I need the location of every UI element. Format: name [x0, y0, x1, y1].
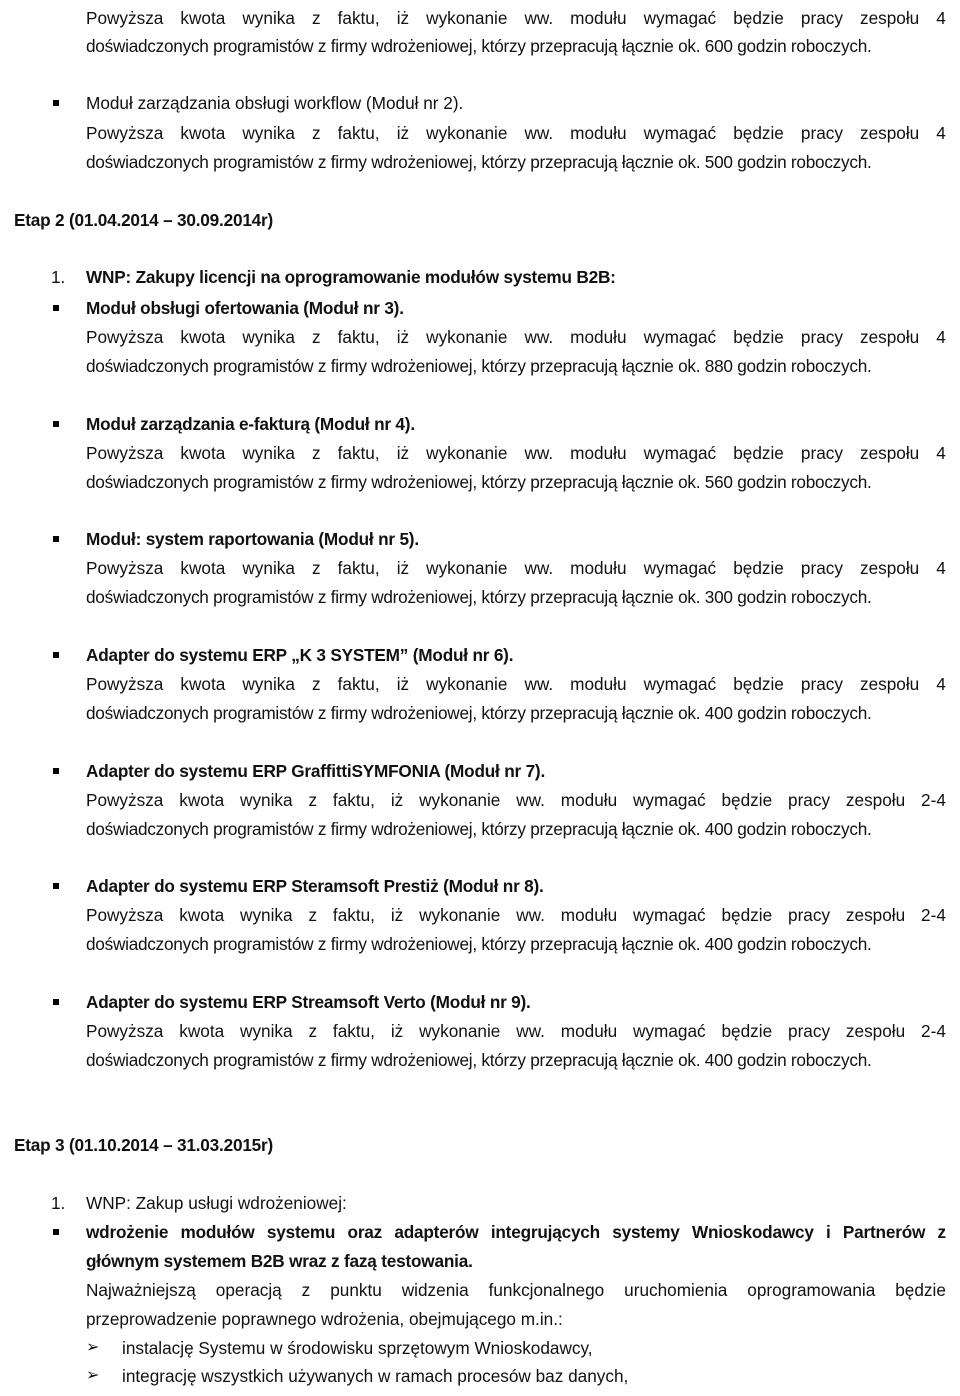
word: wykonanie: [426, 327, 508, 347]
word: będzie: [733, 8, 784, 28]
word: wymagać: [643, 327, 717, 347]
word: modułu: [570, 327, 627, 347]
word: wykonanie: [419, 790, 501, 810]
word: zespołu: [859, 327, 920, 347]
word: ww.: [516, 790, 545, 810]
word: ww.: [524, 558, 554, 578]
word: będzie: [895, 1280, 946, 1300]
word: wynika: [242, 123, 295, 143]
word: będzie: [733, 327, 784, 347]
word: iż: [396, 8, 410, 28]
word: integrujących: [490, 1222, 600, 1242]
bold-line: głównym systemem B2B wraz z fazą testowania.: [86, 1251, 473, 1271]
word: będzie: [733, 558, 784, 578]
word: wykonanie: [426, 558, 508, 578]
word: wynika: [240, 905, 293, 925]
word: z: [311, 123, 321, 143]
word: Najważniejszą: [86, 1280, 196, 1300]
word: z: [311, 443, 321, 463]
word: 4: [936, 558, 946, 578]
word: 2-4: [921, 1021, 946, 1041]
word: wymagać: [643, 674, 717, 694]
word: będzie: [733, 123, 784, 143]
word: kwota: [180, 558, 226, 578]
word: wymagać: [643, 8, 717, 28]
word: wynika: [242, 443, 295, 463]
arrow-list-item: instalację Systemu w środowisku sprzętowym Wnioskodawcy,: [122, 1338, 593, 1358]
stage-heading: Etap 2 (01.04.2014 – 30.09.2014r): [14, 210, 274, 230]
bullet-square-icon: [53, 999, 59, 1005]
module-heading: Moduł zarządzania obsługi workflow (Moduł nr 2).: [86, 93, 464, 113]
word: ww.: [524, 674, 554, 694]
paragraph-line: [86, 904, 946, 926]
word: kwota: [180, 8, 226, 28]
word: wymagać: [633, 905, 706, 925]
word: faktu,: [337, 123, 380, 143]
word: Powyższa: [86, 905, 164, 925]
word: 4: [936, 443, 946, 463]
word: ww.: [524, 443, 554, 463]
word: kwota: [179, 1021, 225, 1041]
word: wynika: [242, 674, 295, 694]
word: wykonanie: [419, 905, 501, 925]
word: Powyższa: [86, 1021, 164, 1041]
bullet-square-icon: [53, 883, 59, 889]
word: z: [311, 8, 321, 28]
word: wymagać: [633, 1021, 706, 1041]
arrow-bullet-icon: ➢: [86, 1339, 100, 1356]
bullet-square-icon: [53, 421, 59, 427]
word: modułu: [560, 905, 618, 925]
word: pracy: [800, 123, 843, 143]
paragraph-line: [86, 1020, 946, 1042]
word: punktu: [330, 1280, 382, 1300]
word: wykonanie: [426, 443, 508, 463]
word: Powyższa: [86, 327, 164, 347]
word: iż: [396, 558, 410, 578]
item-number: 1.: [51, 1193, 66, 1213]
word: modułu: [560, 790, 618, 810]
word: pracy: [800, 443, 843, 463]
bullet-square-icon: [53, 652, 59, 658]
word: operacją: [215, 1280, 282, 1300]
word: Powyższa: [86, 123, 164, 143]
word: wynika: [242, 558, 295, 578]
word: uruchomienia: [624, 1280, 728, 1300]
word: wykonanie: [426, 8, 508, 28]
paragraph-line: doświadczonych programistów z firmy wdrożeniowej, którzy przepracują łącznie ok. 400 godzin roboczych.: [86, 934, 872, 954]
module-heading: Moduł: system raportowania (Moduł nr 5).: [86, 529, 419, 549]
word: systemu: [266, 1222, 336, 1242]
word: wynika: [240, 1021, 293, 1041]
word: ww.: [524, 327, 554, 347]
word: pracy: [800, 558, 843, 578]
word: 4: [936, 8, 946, 28]
paragraph-line: [86, 7, 946, 29]
word: iż: [390, 790, 404, 810]
word: z: [937, 1222, 946, 1242]
word: będzie: [733, 443, 784, 463]
word: 4: [936, 327, 946, 347]
arrow-list-item: integrację wszystkich używanych w ramach procesów baz danych,: [122, 1366, 629, 1386]
word: ww.: [516, 905, 545, 925]
word: ww.: [524, 8, 554, 28]
item-title: WNP: Zakupy licencji na oprogramowanie modułów systemu B2B:: [86, 267, 616, 287]
word: kwota: [179, 790, 225, 810]
word: wykonanie: [426, 674, 508, 694]
item-title: WNP: Zakup usługi wdrożeniowej:: [86, 1193, 347, 1213]
word: faktu,: [337, 558, 380, 578]
paragraph-line: doświadczonych programistów z firmy wdrożeniowej, którzy przepracują łącznie ok. 400 godzin roboczych.: [86, 703, 872, 723]
word: Powyższa: [86, 8, 164, 28]
paragraph-line: [86, 1279, 946, 1301]
paragraph-line: [86, 557, 946, 579]
word: z: [301, 1280, 311, 1300]
module-heading: Moduł obsługi ofertowania (Moduł nr 3).: [86, 298, 404, 318]
stage-heading: Etap 3 (01.10.2014 – 31.03.2015r): [14, 1135, 274, 1155]
word: faktu,: [332, 1021, 375, 1041]
word: zespołu: [845, 1021, 906, 1041]
word: 2-4: [921, 790, 946, 810]
word: pracy: [788, 790, 831, 810]
word: Wnioskodawcy: [691, 1222, 814, 1242]
bullet-square-icon: [53, 100, 59, 106]
paragraph-line: [86, 789, 946, 811]
word: będzie: [733, 674, 784, 694]
paragraph-line: [86, 673, 946, 695]
word: faktu,: [332, 790, 375, 810]
word: kwota: [180, 443, 226, 463]
bullet-square-icon: [53, 536, 59, 542]
word: kwota: [180, 123, 226, 143]
word: pracy: [788, 905, 831, 925]
word: z: [311, 327, 321, 347]
paragraph-line: [86, 326, 946, 348]
word: wynika: [240, 790, 293, 810]
bullet-square-icon: [53, 768, 59, 774]
word: będzie: [721, 1021, 773, 1041]
word: faktu,: [337, 8, 380, 28]
word: oprogramowania: [747, 1280, 876, 1300]
word: adapterów: [394, 1222, 479, 1242]
arrow-bullet-icon: ➢: [86, 1367, 100, 1384]
paragraph-line: [86, 122, 946, 144]
module-heading: Moduł zarządzania e-fakturą (Moduł nr 4).: [86, 414, 415, 434]
word: kwota: [179, 905, 225, 925]
paragraph-line: doświadczonych programistów z firmy wdrożeniowej, którzy przepracują łącznie ok. 400 godzin roboczych.: [86, 1050, 872, 1070]
word: z: [308, 1021, 318, 1041]
word: faktu,: [337, 327, 380, 347]
word: iż: [390, 1021, 404, 1041]
paragraph-line: doświadczonych programistów z firmy wdrożeniowej, którzy przepracują łącznie ok. 600 godzin roboczych.: [86, 36, 872, 56]
word: wymagać: [633, 790, 706, 810]
word: modułu: [570, 558, 627, 578]
word: Powyższa: [86, 790, 164, 810]
module-heading: Adapter do systemu ERP „K 3 SYSTEM” (Moduł nr 6).: [86, 645, 514, 665]
word: modułów: [180, 1222, 255, 1242]
word: systemy: [612, 1222, 680, 1242]
word: faktu,: [337, 443, 380, 463]
word: iż: [396, 443, 410, 463]
word: wykonanie: [419, 1021, 501, 1041]
bold-line: [86, 1221, 946, 1243]
word: będzie: [721, 905, 773, 925]
word: zespołu: [859, 123, 920, 143]
bullet-square-icon: [53, 305, 59, 311]
word: z: [311, 674, 321, 694]
word: pracy: [800, 674, 843, 694]
word: zespołu: [859, 674, 920, 694]
word: z: [308, 790, 318, 810]
word: z: [308, 905, 318, 925]
word: wymagać: [643, 443, 717, 463]
word: 2-4: [921, 905, 946, 925]
word: faktu,: [337, 674, 380, 694]
word: kwota: [180, 674, 226, 694]
word: zespołu: [859, 558, 920, 578]
item-number: 1.: [51, 267, 66, 287]
word: 4: [936, 674, 946, 694]
word: pracy: [800, 8, 843, 28]
word: zespołu: [845, 905, 906, 925]
word: iż: [396, 674, 410, 694]
paragraph-line: doświadczonych programistów z firmy wdrożeniowej, którzy przepracują łącznie ok. 500 godzin roboczych.: [86, 152, 872, 172]
word: i: [826, 1222, 831, 1242]
paragraph-line: przeprowadzenie poprawnego wdrożenia, obejmującego m.in.:: [86, 1309, 563, 1329]
word: wymagać: [643, 558, 717, 578]
word: iż: [396, 123, 410, 143]
word: kwota: [180, 327, 226, 347]
module-heading: Adapter do systemu ERP GraffittiSYMFONIA (Moduł nr 7).: [86, 761, 546, 781]
module-heading: Adapter do systemu ERP Streamsoft Verto (Moduł nr 9).: [86, 992, 531, 1012]
word: ww.: [516, 1021, 545, 1041]
bullet-square-icon: [53, 1229, 59, 1235]
word: oraz: [347, 1222, 383, 1242]
word: pracy: [788, 1021, 831, 1041]
word: iż: [390, 905, 404, 925]
word: iż: [396, 327, 410, 347]
word: modułu: [570, 443, 627, 463]
paragraph-line: doświadczonych programistów z firmy wdrożeniowej, którzy przepracują łącznie ok. 880 godzin roboczych.: [86, 356, 872, 376]
word: Powyższa: [86, 558, 164, 578]
word: Partnerów: [842, 1222, 926, 1242]
word: faktu,: [332, 905, 375, 925]
word: funkcjonalnego: [488, 1280, 605, 1300]
word: zespołu: [859, 8, 920, 28]
word: pracy: [800, 327, 843, 347]
word: modułu: [570, 123, 627, 143]
paragraph-line: [86, 442, 946, 464]
word: wynika: [242, 327, 295, 347]
word: wynika: [242, 8, 295, 28]
word: zespołu: [859, 443, 920, 463]
word: Powyższa: [86, 443, 164, 463]
word: Powyższa: [86, 674, 164, 694]
word: modułu: [560, 1021, 618, 1041]
word: zespołu: [845, 790, 906, 810]
word: wymagać: [643, 123, 717, 143]
word: widzenia: [401, 1280, 469, 1300]
word: z: [311, 558, 321, 578]
paragraph-line: doświadczonych programistów z firmy wdrożeniowej, którzy przepracują łącznie ok. 300 godzin roboczych.: [86, 587, 872, 607]
word: wdrożenie: [86, 1222, 169, 1242]
paragraph-line: doświadczonych programistów z firmy wdrożeniowej, którzy przepracują łącznie ok. 400 godzin roboczych.: [86, 819, 872, 839]
word: wykonanie: [426, 123, 508, 143]
word: 4: [936, 123, 946, 143]
paragraph-line: doświadczonych programistów z firmy wdrożeniowej, którzy przepracują łącznie ok. 560 godzin roboczych.: [86, 472, 872, 492]
word: będzie: [721, 790, 773, 810]
module-heading: Adapter do systemu ERP Steramsoft Prestiż (Moduł nr 8).: [86, 876, 544, 896]
word: ww.: [524, 123, 554, 143]
word: modułu: [570, 674, 627, 694]
word: modułu: [570, 8, 627, 28]
